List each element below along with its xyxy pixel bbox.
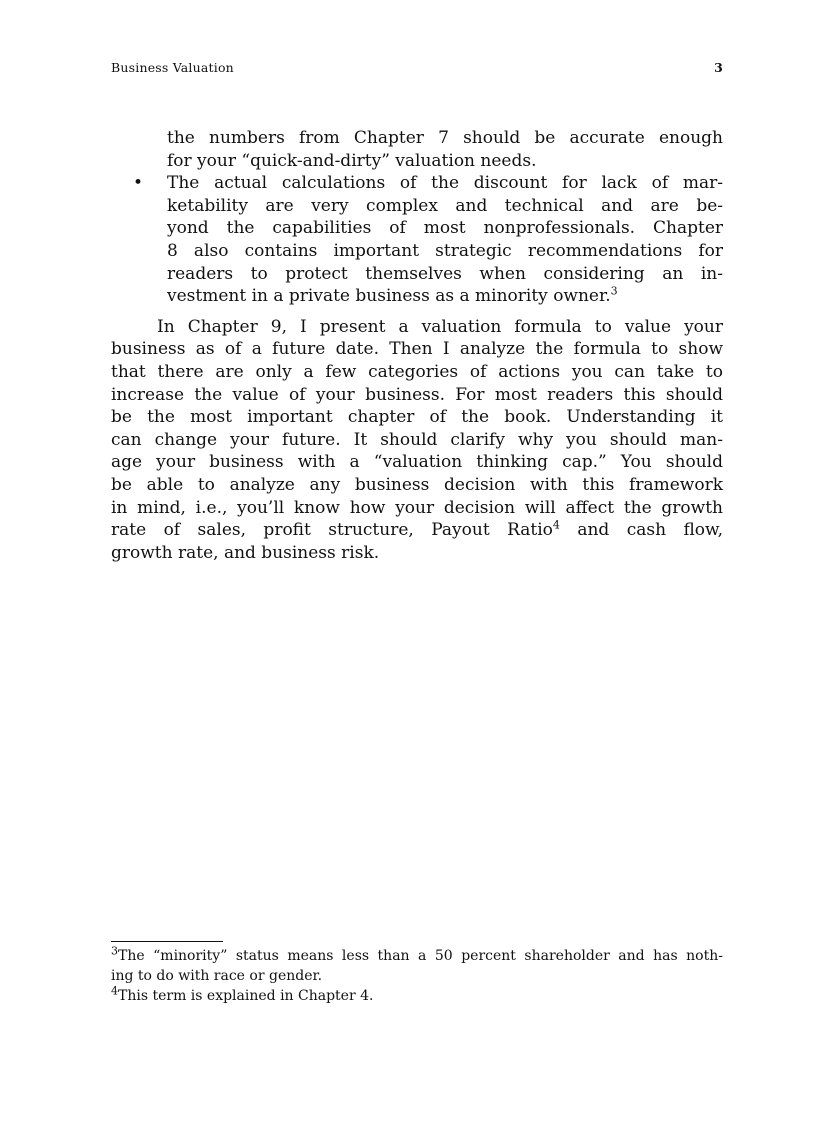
bullet-item (111, 172, 723, 308)
text-line: that there are only a few categories of actions you can take to (111, 361, 723, 382)
footnote-divider (111, 941, 223, 942)
text-line: ketability are very complex and technical and are be- (167, 195, 723, 216)
text-line: increase the value of your business. For most readers this should (111, 384, 723, 405)
text-line: in mind, i.e., you’ll know how your decision will affect the growth (111, 497, 723, 518)
text-line: for your “quick-and-dirty” valuation needs. (167, 150, 537, 171)
footnote-mark: 4 (111, 984, 118, 998)
text-line: readers to protect themselves when considering an in- (167, 263, 723, 284)
text-line: be the most important chapter of the book. Understanding it (111, 407, 723, 428)
footnote-ref: 3 (610, 284, 618, 298)
text-line (111, 519, 723, 542)
text-line: can change your future. It should clarify why you should man- (111, 429, 723, 450)
text-line: The actual calculations of the discount for lack of mar- (167, 173, 723, 194)
text-line: yond the capabilities of most nonprofessionals. Chapter (167, 218, 723, 239)
text-line (111, 285, 723, 308)
text-line: business as of a future date. Then I analyze the formula to show (111, 339, 723, 360)
body-paragraph (111, 316, 723, 565)
footnote-ref: 4 (552, 518, 560, 532)
text-segment: and cash flow, (559, 520, 723, 541)
text-line: age your business with a “valuation thinking cap.” You should (111, 452, 723, 473)
page-number: 3 (714, 60, 723, 75)
main-text (111, 127, 723, 564)
text-line: 8 also contains important strategic recommendations for (167, 240, 723, 261)
text-segment: rate of sales, profit structure, Payout Ratio (111, 520, 553, 541)
text-line: be able to analyze any business decision with this framework (111, 474, 723, 495)
running-header (111, 60, 723, 80)
text-segment: vestment in a private business as a minority owner. (167, 286, 611, 307)
footnote-text: This term is explained in Chapter 4. (118, 988, 374, 1004)
footnote-text: The “minority” status means less than a 50 percent shareholder and has noth- (118, 948, 723, 964)
bullet-icon: • (133, 173, 144, 194)
running-header-title: Business Valuation (111, 60, 234, 75)
footnote-4 (111, 986, 723, 1006)
footnote-3-continued: ing to do with race or gender. (111, 968, 323, 984)
footnote-mark: 3 (111, 944, 118, 958)
text-line: In Chapter 9, I present a valuation formula to value your (157, 316, 723, 337)
footnote-3 (111, 946, 723, 966)
text-line: the numbers from Chapter 7 should be accurate enough (167, 128, 723, 148)
text-line: growth rate, and business risk. (111, 542, 380, 563)
footnotes (111, 946, 723, 1006)
bullet-continuation (111, 127, 723, 172)
paragraph-spacer (111, 308, 723, 316)
